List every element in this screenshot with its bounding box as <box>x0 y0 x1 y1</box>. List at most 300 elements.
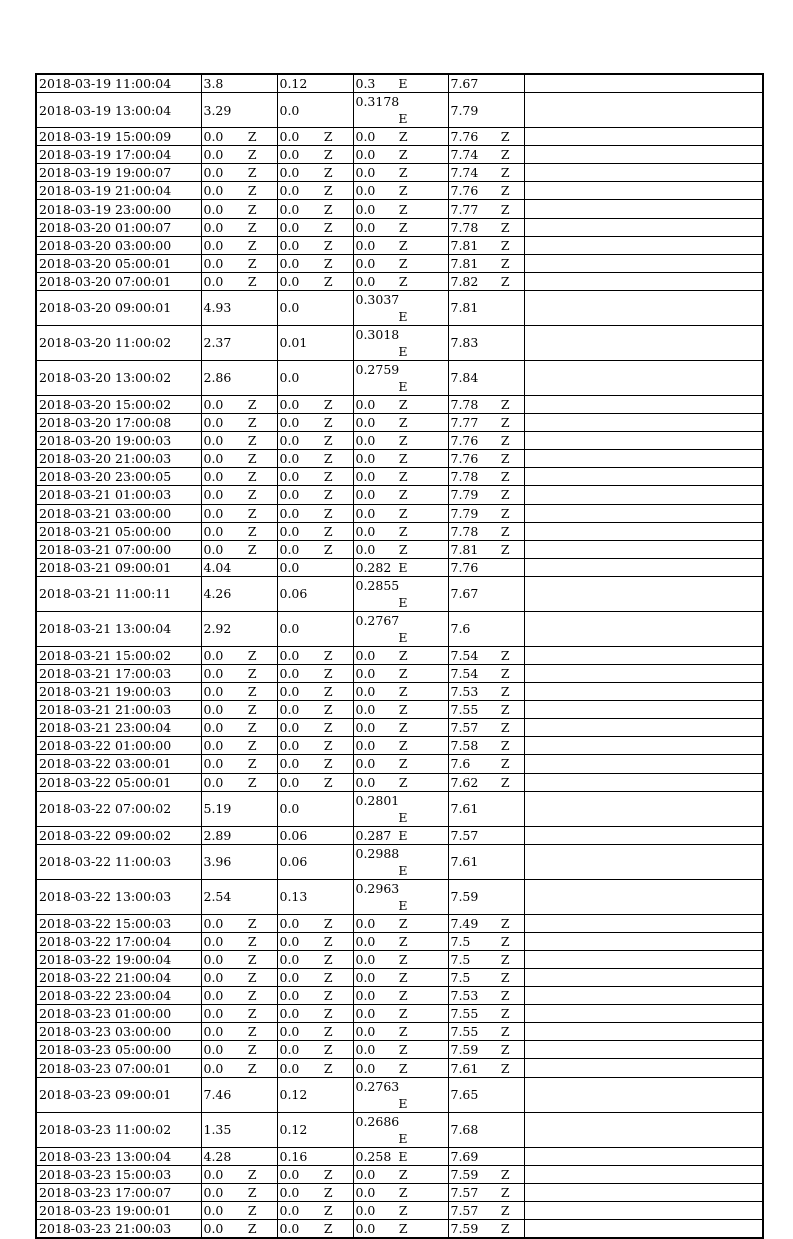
value-4-text: 7.76 <box>450 129 479 145</box>
value-1-cell <box>201 664 277 682</box>
value-3-flag: Z <box>398 647 408 663</box>
table-row <box>36 932 763 950</box>
value-2-text: 0.0 <box>279 621 300 637</box>
value-4-cell <box>448 93 524 128</box>
value-4-text: 7.79 <box>450 505 479 521</box>
value-2-cell <box>277 844 353 879</box>
value-1-cell <box>201 737 277 755</box>
value-3-cell <box>353 737 448 755</box>
value-3-flag: Z <box>398 541 408 557</box>
value-4-text: 7.67 <box>450 76 479 92</box>
value-4-flag: Z <box>500 970 510 986</box>
value-2-cell <box>277 558 353 576</box>
value-1-flag: Z <box>247 219 257 235</box>
value-3-flag: Z <box>398 147 408 163</box>
timestamp-cell: 2018-03-22 07:00:02 <box>36 791 201 826</box>
value-2-flag: Z <box>323 970 333 986</box>
value-4-flag: Z <box>500 469 510 485</box>
value-1-cell <box>201 1219 277 1238</box>
value-3-flag: Z <box>398 738 408 754</box>
value-1-cell <box>201 486 277 504</box>
value-4-cell <box>448 218 524 236</box>
value-3-flag: Z <box>398 451 408 467</box>
value-3-text: 0.0 <box>355 129 376 145</box>
value-4-text: 7.81 <box>450 255 479 271</box>
value-3-cell <box>353 432 448 450</box>
value-2-flag: Z <box>323 933 333 949</box>
value-4-cell <box>448 701 524 719</box>
value-3-text: 0.0 <box>355 165 376 181</box>
value-3-cell <box>353 1112 448 1147</box>
empty-cell <box>524 164 763 182</box>
empty-cell <box>524 1059 763 1077</box>
value-2-cell <box>277 1059 353 1077</box>
value-1-flag: Z <box>247 541 257 557</box>
value-3-flag: Z <box>398 237 408 253</box>
table-row <box>36 773 763 791</box>
empty-cell <box>524 93 763 128</box>
value-4-cell <box>448 450 524 468</box>
value-1-cell <box>201 1041 277 1059</box>
value-1-flag: Z <box>247 433 257 449</box>
table-row <box>36 791 763 826</box>
timestamp-cell: 2018-03-21 01:00:03 <box>36 486 201 504</box>
value-1-text: 0.0 <box>203 774 224 790</box>
value-2-text: 0.0 <box>279 1024 300 1040</box>
value-4-cell <box>448 540 524 558</box>
value-4-cell <box>448 950 524 968</box>
timestamp-cell: 2018-03-20 11:00:02 <box>36 325 201 360</box>
value-1-flag: Z <box>247 702 257 718</box>
value-3-cell <box>353 218 448 236</box>
value-3-text: 0.2988 <box>355 845 400 861</box>
value-2-cell <box>277 719 353 737</box>
value-3-text: 0.0 <box>355 433 376 449</box>
value-2-flag: Z <box>323 1202 333 1218</box>
value-3-text: 0.3178 <box>355 94 400 110</box>
value-2-text: 0.16 <box>279 1148 308 1164</box>
timestamp-cell: 2018-03-23 07:00:01 <box>36 1059 201 1077</box>
empty-cell <box>524 664 763 682</box>
value-1-text: 0.0 <box>203 720 224 736</box>
empty-cell <box>524 1183 763 1201</box>
value-4-text: 7.76 <box>450 433 479 449</box>
value-4-text: 7.55 <box>450 702 479 718</box>
value-4-text: 7.77 <box>450 415 479 431</box>
value-3-flag: Z <box>398 469 408 485</box>
value-2-cell <box>277 701 353 719</box>
value-3-text: 0.0 <box>355 756 376 772</box>
value-3-text: 0.0 <box>355 1042 376 1058</box>
timestamp-cell: 2018-03-19 11:00:04 <box>36 74 201 93</box>
empty-cell <box>524 272 763 290</box>
data-table-body <box>36 74 763 1238</box>
value-2-flag: Z <box>323 1024 333 1040</box>
value-2-text: 0.0 <box>279 396 300 412</box>
value-3-cell <box>353 987 448 1005</box>
value-1-cell <box>201 1201 277 1219</box>
value-4-cell <box>448 755 524 773</box>
value-3-flag: Z <box>398 219 408 235</box>
value-3-text: 0.0 <box>355 1024 376 1040</box>
value-2-flag: Z <box>323 237 333 253</box>
value-3-text: 0.0 <box>355 487 376 503</box>
value-1-cell <box>201 558 277 576</box>
timestamp-cell: 2018-03-22 21:00:04 <box>36 969 201 987</box>
value-3-cell <box>353 1183 448 1201</box>
value-2-text: 0.0 <box>279 505 300 521</box>
value-2-text: 0.0 <box>279 201 300 217</box>
table-row <box>36 950 763 968</box>
value-1-text: 2.92 <box>203 621 232 637</box>
value-4-text: 7.62 <box>450 774 479 790</box>
value-3-flag: E <box>398 343 408 359</box>
value-2-text: 0.0 <box>279 273 300 289</box>
value-4-cell <box>448 558 524 576</box>
value-4-text: 7.54 <box>450 647 479 663</box>
value-4-cell <box>448 646 524 664</box>
value-4-text: 7.81 <box>450 541 479 557</box>
value-2-flag: Z <box>323 451 333 467</box>
value-3-cell <box>353 844 448 879</box>
value-1-flag: Z <box>247 915 257 931</box>
timestamp-cell: 2018-03-21 19:00:03 <box>36 683 201 701</box>
timestamp-cell: 2018-03-22 15:00:03 <box>36 914 201 932</box>
value-2-text: 0.0 <box>279 487 300 503</box>
value-1-cell <box>201 1059 277 1077</box>
value-3-flag: E <box>398 1095 408 1111</box>
value-4-flag: Z <box>500 415 510 431</box>
value-2-flag: Z <box>323 255 333 271</box>
value-3-flag: Z <box>398 1024 408 1040</box>
value-3-cell <box>353 969 448 987</box>
timestamp-cell: 2018-03-19 13:00:04 <box>36 93 201 128</box>
value-4-cell <box>448 395 524 413</box>
value-4-flag: Z <box>500 915 510 931</box>
timestamp-cell: 2018-03-19 15:00:09 <box>36 128 201 146</box>
value-3-flag: Z <box>398 1166 408 1182</box>
value-1-text: 0.0 <box>203 433 224 449</box>
value-4-flag: Z <box>500 647 510 663</box>
value-3-text: 0.3037 <box>355 291 400 307</box>
value-2-flag: Z <box>323 684 333 700</box>
value-1-text: 0.0 <box>203 738 224 754</box>
empty-cell <box>524 432 763 450</box>
value-2-cell <box>277 1147 353 1165</box>
value-3-text: 0.0 <box>355 1220 376 1236</box>
value-2-text: 0.0 <box>279 165 300 181</box>
timestamp-cell: 2018-03-19 23:00:00 <box>36 200 201 218</box>
value-3-cell <box>353 74 448 93</box>
value-1-flag: Z <box>247 505 257 521</box>
value-4-cell <box>448 1112 524 1147</box>
empty-cell <box>524 1023 763 1041</box>
value-1-cell <box>201 200 277 218</box>
value-1-flag: Z <box>247 273 257 289</box>
value-2-cell <box>277 1077 353 1112</box>
value-2-cell <box>277 1219 353 1238</box>
value-3-cell <box>353 1147 448 1165</box>
table-row <box>36 540 763 558</box>
value-1-cell <box>201 1077 277 1112</box>
value-1-cell <box>201 290 277 325</box>
value-4-text: 7.5 <box>450 970 471 986</box>
table-row <box>36 1183 763 1201</box>
table-row <box>36 914 763 932</box>
timestamp-cell: 2018-03-20 09:00:01 <box>36 290 201 325</box>
value-4-text: 7.65 <box>450 1087 479 1103</box>
value-3-text: 0.2763 <box>355 1078 400 1094</box>
value-4-flag: Z <box>500 1006 510 1022</box>
value-2-cell <box>277 164 353 182</box>
value-4-cell <box>448 987 524 1005</box>
empty-cell <box>524 701 763 719</box>
empty-cell <box>524 254 763 272</box>
timestamp-cell: 2018-03-19 19:00:07 <box>36 164 201 182</box>
value-1-text: 4.26 <box>203 586 232 602</box>
value-1-text: 0.0 <box>203 469 224 485</box>
value-1-text: 2.89 <box>203 827 232 843</box>
empty-cell <box>524 540 763 558</box>
value-1-text: 0.0 <box>203 1060 224 1076</box>
value-4-text: 7.58 <box>450 738 479 754</box>
value-4-text: 7.77 <box>450 201 479 217</box>
value-4-text: 7.57 <box>450 1202 479 1218</box>
value-4-cell <box>448 414 524 432</box>
empty-cell <box>524 755 763 773</box>
value-1-flag: Z <box>247 183 257 199</box>
value-2-cell <box>277 218 353 236</box>
value-2-text: 0.06 <box>279 854 308 870</box>
value-3-cell <box>353 1077 448 1112</box>
empty-cell <box>524 576 763 611</box>
value-2-cell <box>277 646 353 664</box>
value-2-flag: Z <box>323 201 333 217</box>
value-4-text: 7.57 <box>450 827 479 843</box>
value-1-text: 7.46 <box>203 1087 232 1103</box>
table-row <box>36 1023 763 1041</box>
value-1-flag: Z <box>247 988 257 1004</box>
value-1-text: 0.0 <box>203 505 224 521</box>
value-3-cell <box>353 395 448 413</box>
value-1-cell <box>201 987 277 1005</box>
value-3-cell <box>353 414 448 432</box>
empty-cell <box>524 360 763 395</box>
value-2-flag: Z <box>323 951 333 967</box>
value-4-text: 7.59 <box>450 889 479 905</box>
table-row <box>36 664 763 682</box>
value-4-flag: Z <box>500 1060 510 1076</box>
timestamp-cell: 2018-03-21 09:00:01 <box>36 558 201 576</box>
value-4-cell <box>448 486 524 504</box>
value-4-text: 7.78 <box>450 523 479 539</box>
value-2-flag: Z <box>323 523 333 539</box>
value-3-text: 0.0 <box>355 183 376 199</box>
value-3-cell <box>353 719 448 737</box>
value-2-flag: Z <box>323 1166 333 1182</box>
timestamp-cell: 2018-03-21 05:00:00 <box>36 522 201 540</box>
value-3-flag: E <box>398 862 408 878</box>
value-1-cell <box>201 683 277 701</box>
value-3-text: 0.0 <box>355 970 376 986</box>
value-2-text: 0.12 <box>279 76 308 92</box>
value-2-cell <box>277 576 353 611</box>
value-4-flag: Z <box>500 451 510 467</box>
value-1-cell <box>201 932 277 950</box>
value-4-cell <box>448 1023 524 1041</box>
value-1-cell <box>201 164 277 182</box>
empty-cell <box>524 236 763 254</box>
value-4-cell <box>448 1005 524 1023</box>
value-1-text: 0.0 <box>203 1042 224 1058</box>
value-4-flag: Z <box>500 1220 510 1236</box>
value-1-text: 0.0 <box>203 273 224 289</box>
value-4-text: 7.76 <box>450 451 479 467</box>
value-2-flag: Z <box>323 1184 333 1200</box>
value-4-flag: Z <box>500 720 510 736</box>
value-3-flag: Z <box>398 988 408 1004</box>
empty-cell <box>524 128 763 146</box>
value-1-flag: Z <box>247 237 257 253</box>
value-2-flag: Z <box>323 1006 333 1022</box>
value-2-text: 0.0 <box>279 801 300 817</box>
value-1-flag: Z <box>247 647 257 663</box>
value-4-text: 7.55 <box>450 1006 479 1022</box>
value-1-cell <box>201 414 277 432</box>
value-3-flag: Z <box>398 970 408 986</box>
value-4-cell <box>448 522 524 540</box>
table-row <box>36 360 763 395</box>
value-4-text: 7.5 <box>450 951 471 967</box>
value-2-cell <box>277 272 353 290</box>
value-2-text: 0.0 <box>279 1202 300 1218</box>
value-3-cell <box>353 1059 448 1077</box>
value-2-cell <box>277 1005 353 1023</box>
timestamp-cell: 2018-03-22 09:00:02 <box>36 826 201 844</box>
value-2-text: 0.0 <box>279 915 300 931</box>
value-1-text: 0.0 <box>203 756 224 772</box>
value-3-flag: Z <box>398 774 408 790</box>
value-1-flag: Z <box>247 1166 257 1182</box>
value-4-cell <box>448 826 524 844</box>
value-1-flag: Z <box>247 666 257 682</box>
value-2-flag: Z <box>323 273 333 289</box>
timestamp-cell: 2018-03-22 05:00:01 <box>36 773 201 791</box>
value-3-text: 0.0 <box>355 469 376 485</box>
value-2-cell <box>277 468 353 486</box>
timestamp-cell: 2018-03-23 17:00:07 <box>36 1183 201 1201</box>
value-3-flag: Z <box>398 165 408 181</box>
value-1-cell <box>201 1112 277 1147</box>
value-2-cell <box>277 395 353 413</box>
value-1-cell <box>201 522 277 540</box>
value-4-cell <box>448 1165 524 1183</box>
value-3-text: 0.282 <box>355 559 392 575</box>
empty-cell <box>524 558 763 576</box>
value-3-text: 0.0 <box>355 1006 376 1022</box>
value-3-text: 0.0 <box>355 1060 376 1076</box>
value-1-cell <box>201 755 277 773</box>
value-3-cell <box>353 791 448 826</box>
value-3-flag: Z <box>398 415 408 431</box>
value-1-flag: Z <box>247 487 257 503</box>
value-3-cell <box>353 1201 448 1219</box>
value-4-cell <box>448 128 524 146</box>
value-2-text: 0.06 <box>279 827 308 843</box>
value-1-cell <box>201 950 277 968</box>
table-row <box>36 272 763 290</box>
timestamp-cell: 2018-03-21 17:00:03 <box>36 664 201 682</box>
value-4-cell <box>448 576 524 611</box>
value-1-cell <box>201 969 277 987</box>
value-1-text: 3.29 <box>203 102 232 118</box>
value-2-text: 0.06 <box>279 586 308 602</box>
timestamp-cell: 2018-03-21 07:00:00 <box>36 540 201 558</box>
value-3-text: 0.0 <box>355 951 376 967</box>
table-row <box>36 395 763 413</box>
value-2-text: 0.0 <box>279 237 300 253</box>
value-3-flag: E <box>398 827 408 843</box>
value-1-cell <box>201 128 277 146</box>
value-3-cell <box>353 540 448 558</box>
value-4-flag: Z <box>500 1184 510 1200</box>
value-4-flag: Z <box>500 273 510 289</box>
value-1-flag: Z <box>247 1060 257 1076</box>
value-2-text: 0.0 <box>279 1166 300 1182</box>
value-3-text: 0.0 <box>355 988 376 1004</box>
table-row <box>36 450 763 468</box>
empty-cell <box>524 468 763 486</box>
value-1-flag: Z <box>247 774 257 790</box>
value-4-text: 7.55 <box>450 1024 479 1040</box>
value-2-flag: Z <box>323 774 333 790</box>
value-4-text: 7.81 <box>450 300 479 316</box>
value-1-cell <box>201 1165 277 1183</box>
timestamp-cell: 2018-03-22 03:00:01 <box>36 755 201 773</box>
value-2-cell <box>277 146 353 164</box>
value-4-cell <box>448 146 524 164</box>
value-4-cell <box>448 932 524 950</box>
value-4-text: 7.78 <box>450 396 479 412</box>
value-4-text: 7.5 <box>450 933 471 949</box>
timestamp-cell: 2018-03-21 21:00:03 <box>36 701 201 719</box>
value-3-flag: E <box>398 76 408 92</box>
value-4-flag: Z <box>500 237 510 253</box>
timestamp-cell: 2018-03-20 19:00:03 <box>36 432 201 450</box>
value-1-flag: Z <box>247 1042 257 1058</box>
timestamp-cell: 2018-03-21 13:00:04 <box>36 611 201 646</box>
value-2-text: 0.0 <box>279 370 300 386</box>
value-3-text: 0.2963 <box>355 880 400 896</box>
value-3-text: 0.0 <box>355 720 376 736</box>
value-1-flag: Z <box>247 201 257 217</box>
value-3-cell <box>353 504 448 522</box>
value-1-cell <box>201 325 277 360</box>
value-4-text: 7.59 <box>450 1042 479 1058</box>
value-2-cell <box>277 290 353 325</box>
value-2-cell <box>277 1041 353 1059</box>
value-3-cell <box>353 468 448 486</box>
value-2-flag: Z <box>323 219 333 235</box>
value-2-cell <box>277 504 353 522</box>
value-2-text: 0.0 <box>279 300 300 316</box>
value-2-text: 0.0 <box>279 1042 300 1058</box>
empty-cell <box>524 646 763 664</box>
value-2-cell <box>277 1165 353 1183</box>
timestamp-cell: 2018-03-22 23:00:04 <box>36 987 201 1005</box>
value-2-cell <box>277 879 353 914</box>
value-2-cell <box>277 522 353 540</box>
